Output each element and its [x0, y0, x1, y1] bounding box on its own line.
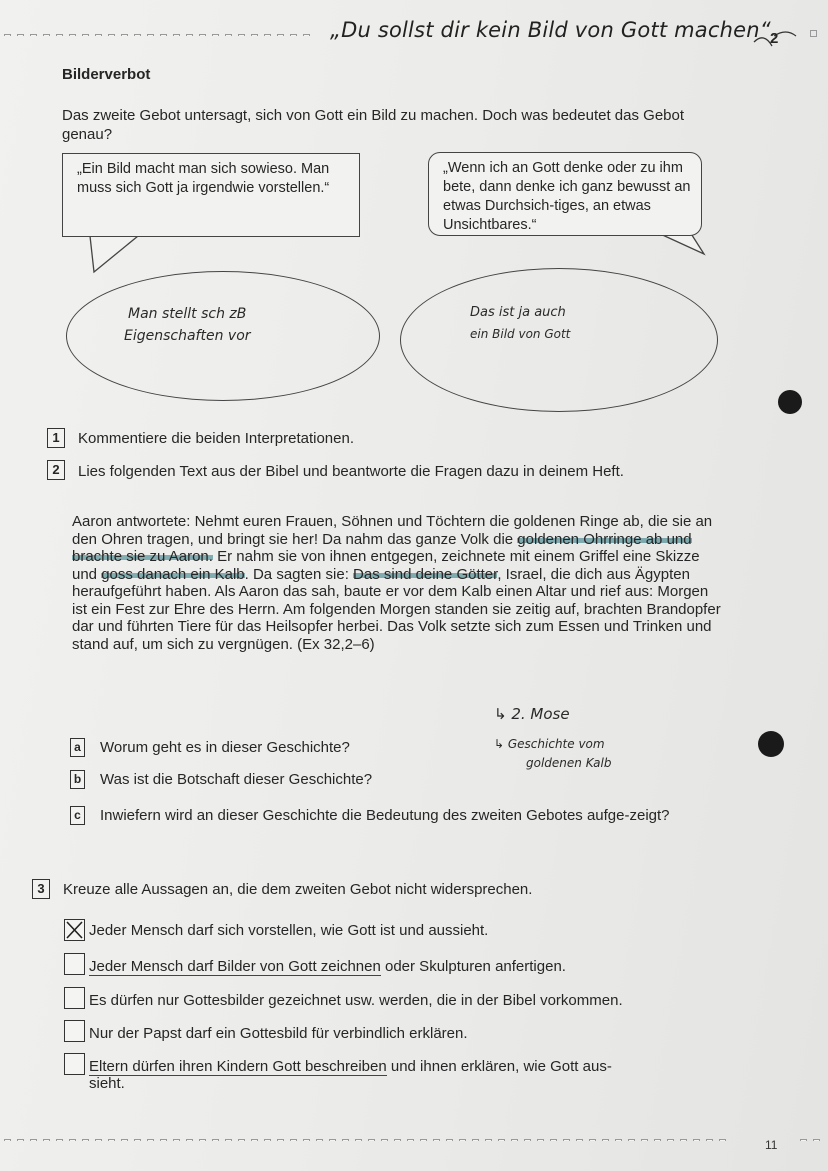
border-dot: [277, 1139, 284, 1141]
bible-text-1: Aaron antwortete: Nehmt euren Frauen, Söhnen und Töchtern die goldenen Ringe ab, die sie an den Ohren tragen, und bringt sie her! Da nahm das ganze Volk die: [72, 513, 713, 548]
border-dot: [719, 1139, 726, 1141]
border-dot: [30, 1139, 37, 1141]
statement-5-checkbox[interactable]: [64, 1053, 85, 1075]
border-dot: [563, 1139, 570, 1141]
border-dot: [212, 1139, 219, 1141]
border-dot: [82, 1139, 89, 1141]
task-3-number: 3: [32, 879, 50, 899]
border-dot: [238, 1139, 245, 1141]
border-dot: [693, 1139, 700, 1141]
border-dot: [472, 1139, 479, 1141]
bottom-right-dots: [800, 1133, 826, 1141]
border-dot: [160, 34, 167, 36]
border-dot: [355, 1139, 362, 1141]
statement-3-text: Es dürfen nur Gottesbilder gezeichnet usw. werden, die in der Bibel vorkommen.: [89, 992, 623, 1009]
bible-text-4: , Israel, die dich aus Ägypten heraufgeführt haben. Als Aaron das sah, baute er vor dem Kalb einen Altar und rief aus: Morgen ist ein Fest zur Ehre des Herrn. Am folgenden Morgen standen sie zeitig auf, brachten Brandopfer dar und führten Tiere für das Heilsopfer herbei. Das Volk setzte sich zum Essen und Trinken und stand auf, um sich zu vergnügen. (Ex 32,2–6): [72, 565, 721, 653]
border-dot: [602, 1139, 609, 1141]
border-dot: [251, 34, 258, 36]
border-dot: [134, 1139, 141, 1141]
statement-4-checkbox[interactable]: [64, 1020, 85, 1042]
bible-text-2: Er nahm sie von ihnen entgegen, zeichnete mit einem Griffel eine Skizze und: [72, 548, 700, 583]
border-dot: [368, 1139, 375, 1141]
border-dot: [264, 34, 271, 36]
border-dot: [95, 34, 102, 36]
border-dot: [407, 1139, 414, 1141]
border-dot: [290, 1139, 297, 1141]
border-dot: [615, 1139, 622, 1141]
section-title: Bilderverbot: [62, 66, 151, 83]
handwriting-left-2: Eigenschaften vor: [124, 328, 251, 344]
border-dot: [316, 1139, 323, 1141]
border-dot: [212, 34, 219, 36]
border-dot: [537, 1139, 544, 1141]
border-dot: [485, 1139, 492, 1141]
task-3-text: Kreuze alle Aussagen an, die dem zweiten Gebot nicht widersprechen.: [63, 881, 533, 898]
border-dot: [394, 1139, 401, 1141]
handwriting-ref-1: ↳ 2. Mose: [494, 705, 570, 723]
bible-text-3: . Da sagten sie:: [244, 565, 354, 583]
border-dot: [56, 1139, 63, 1141]
border-dot: [654, 1139, 661, 1141]
border-dot: [121, 1139, 128, 1141]
border-dot: [69, 1139, 76, 1141]
punch-hole-bottom: [758, 731, 784, 757]
handwriting-right-1: Das ist ja auch: [470, 305, 566, 320]
border-dot: [446, 1139, 453, 1141]
task-1-text: Kommentiere die beiden Interpretationen.: [78, 430, 355, 447]
border-dot: [17, 34, 24, 36]
speech-box-left: „Ein Bild macht man sich sowieso. Man muss sich Gott ja irgendwie vorstellen.“: [62, 153, 360, 237]
handwriting-right-2: ein Bild von Gott: [470, 327, 571, 341]
border-dot: [576, 1139, 583, 1141]
border-dot: [69, 34, 76, 36]
border-dot: [524, 1139, 531, 1141]
border-dot: [4, 34, 11, 36]
border-dot: [199, 34, 206, 36]
border-dot: [186, 34, 193, 36]
border-dot: [121, 34, 128, 36]
corner-dot: [810, 30, 817, 37]
top-dot-border: [4, 28, 322, 36]
border-dot: [147, 1139, 154, 1141]
task-1-number: 1: [47, 428, 65, 448]
border-dot: [303, 34, 310, 36]
task-2-text: Lies folgenden Text aus der Bibel und beantworte die Fragen dazu in deinem Heft.: [78, 463, 624, 480]
statement-2-checkbox[interactable]: [64, 953, 85, 975]
border-dot: [667, 1139, 674, 1141]
question-b-letter: b: [70, 770, 85, 789]
border-dot: [589, 1139, 596, 1141]
page-header-title: „Du sollst dir kein Bild von Gott machen“: [330, 18, 771, 42]
statement-5-underlined: Eltern dürfen ihren Kindern Gott beschreiben: [89, 1058, 387, 1075]
statement-5-rest: und ihnen erklären, wie Gott aus-: [386, 1058, 612, 1075]
border-dot: [290, 34, 297, 36]
border-dot: [4, 1139, 11, 1141]
bible-highlight-2: goss danach ein Kalb: [101, 565, 245, 583]
border-dot: [43, 1139, 50, 1141]
border-dot: [186, 1139, 193, 1141]
border-dot: [173, 34, 180, 36]
border-dot: [95, 1139, 102, 1141]
question-c-letter: c: [70, 806, 85, 825]
border-dot: [108, 34, 115, 36]
border-dot: [420, 1139, 427, 1141]
statement-2-rest: oder Skulpturen anfertigen.: [380, 958, 566, 975]
border-dot: [433, 1139, 440, 1141]
border-dot: [813, 1139, 820, 1141]
statement-4-text: Nur der Papst darf ein Gottesbild für verbindlich erklären.: [89, 1025, 468, 1042]
border-dot: [134, 34, 141, 36]
border-dot: [251, 1139, 258, 1141]
question-a-letter: a: [70, 738, 85, 757]
border-dot: [225, 1139, 232, 1141]
border-dot: [511, 1139, 518, 1141]
bible-highlight-1: goldenen Ohrringe ab und brachte sie zu Aaron.: [72, 530, 692, 565]
border-dot: [550, 1139, 557, 1141]
border-dot: [381, 1139, 388, 1141]
border-dot: [17, 1139, 24, 1141]
bible-passage: [72, 513, 722, 653]
checkmark-cross-icon: [65, 920, 84, 940]
question-b-text: Was ist die Botschaft dieser Geschichte?: [100, 771, 373, 788]
border-dot: [173, 1139, 180, 1141]
handwriting-ref-2a: ↳ Geschichte vom: [494, 737, 605, 751]
statement-1-checkbox[interactable]: [64, 919, 85, 941]
border-dot: [56, 34, 63, 36]
statement-2-underlined: Jeder Mensch darf Bilder von Gott zeichnen: [89, 958, 381, 975]
border-dot: [225, 34, 232, 36]
bible-highlight-3: Das sind deine Götter: [353, 565, 498, 583]
header-badge: 2: [770, 30, 779, 47]
border-dot: [628, 1139, 635, 1141]
statement-3-checkbox[interactable]: [64, 987, 85, 1009]
question-a-text: Worum geht es in dieser Geschichte?: [100, 739, 350, 756]
border-dot: [108, 1139, 115, 1141]
speech-box-right: „Wenn ich an Gott denke oder zu ihm bete, dann denke ich ganz bewusst an etwas Durchsich-tiges, an etwas Unsichtbares.“: [428, 152, 702, 236]
border-dot: [342, 1139, 349, 1141]
border-dot: [199, 1139, 206, 1141]
handwriting-ref-2b: goldenen Kalb: [526, 756, 612, 770]
page-number: 11: [765, 1138, 778, 1152]
border-dot: [30, 34, 37, 36]
statement-5-text: [89, 1058, 612, 1092]
border-dot: [680, 1139, 687, 1141]
statement-2-text: [89, 958, 566, 975]
border-dot: [264, 1139, 271, 1141]
border-dot: [641, 1139, 648, 1141]
border-dot: [277, 34, 284, 36]
bottom-dot-border: [4, 1133, 744, 1141]
handwriting-left-1: Man stellt sch zB: [128, 306, 247, 322]
punch-hole-top: [778, 390, 802, 414]
border-dot: [160, 1139, 167, 1141]
question-c-text: Inwiefern wird an dieser Geschichte die Bedeutung des zweiten Gebotes aufge-zeigt?: [100, 807, 670, 824]
border-dot: [238, 34, 245, 36]
border-dot: [329, 1139, 336, 1141]
border-dot: [147, 34, 154, 36]
speech-box-left-tail: [80, 234, 160, 276]
border-dot: [800, 1139, 807, 1141]
statement-1-text: Jeder Mensch darf sich vorstellen, wie Gott ist und aussieht.: [89, 922, 489, 939]
border-dot: [43, 34, 50, 36]
border-dot: [303, 1139, 310, 1141]
border-dot: [459, 1139, 466, 1141]
border-dot: [82, 34, 89, 36]
task-2-number: 2: [47, 460, 65, 480]
border-dot: [498, 1139, 505, 1141]
statement-5-line2: sieht.: [89, 1075, 125, 1092]
intro-text: Das zweite Gebot untersagt, sich von Gott ein Bild zu machen. Doch was bedeutet das Gebot genau?: [62, 107, 685, 143]
border-dot: [706, 1139, 713, 1141]
